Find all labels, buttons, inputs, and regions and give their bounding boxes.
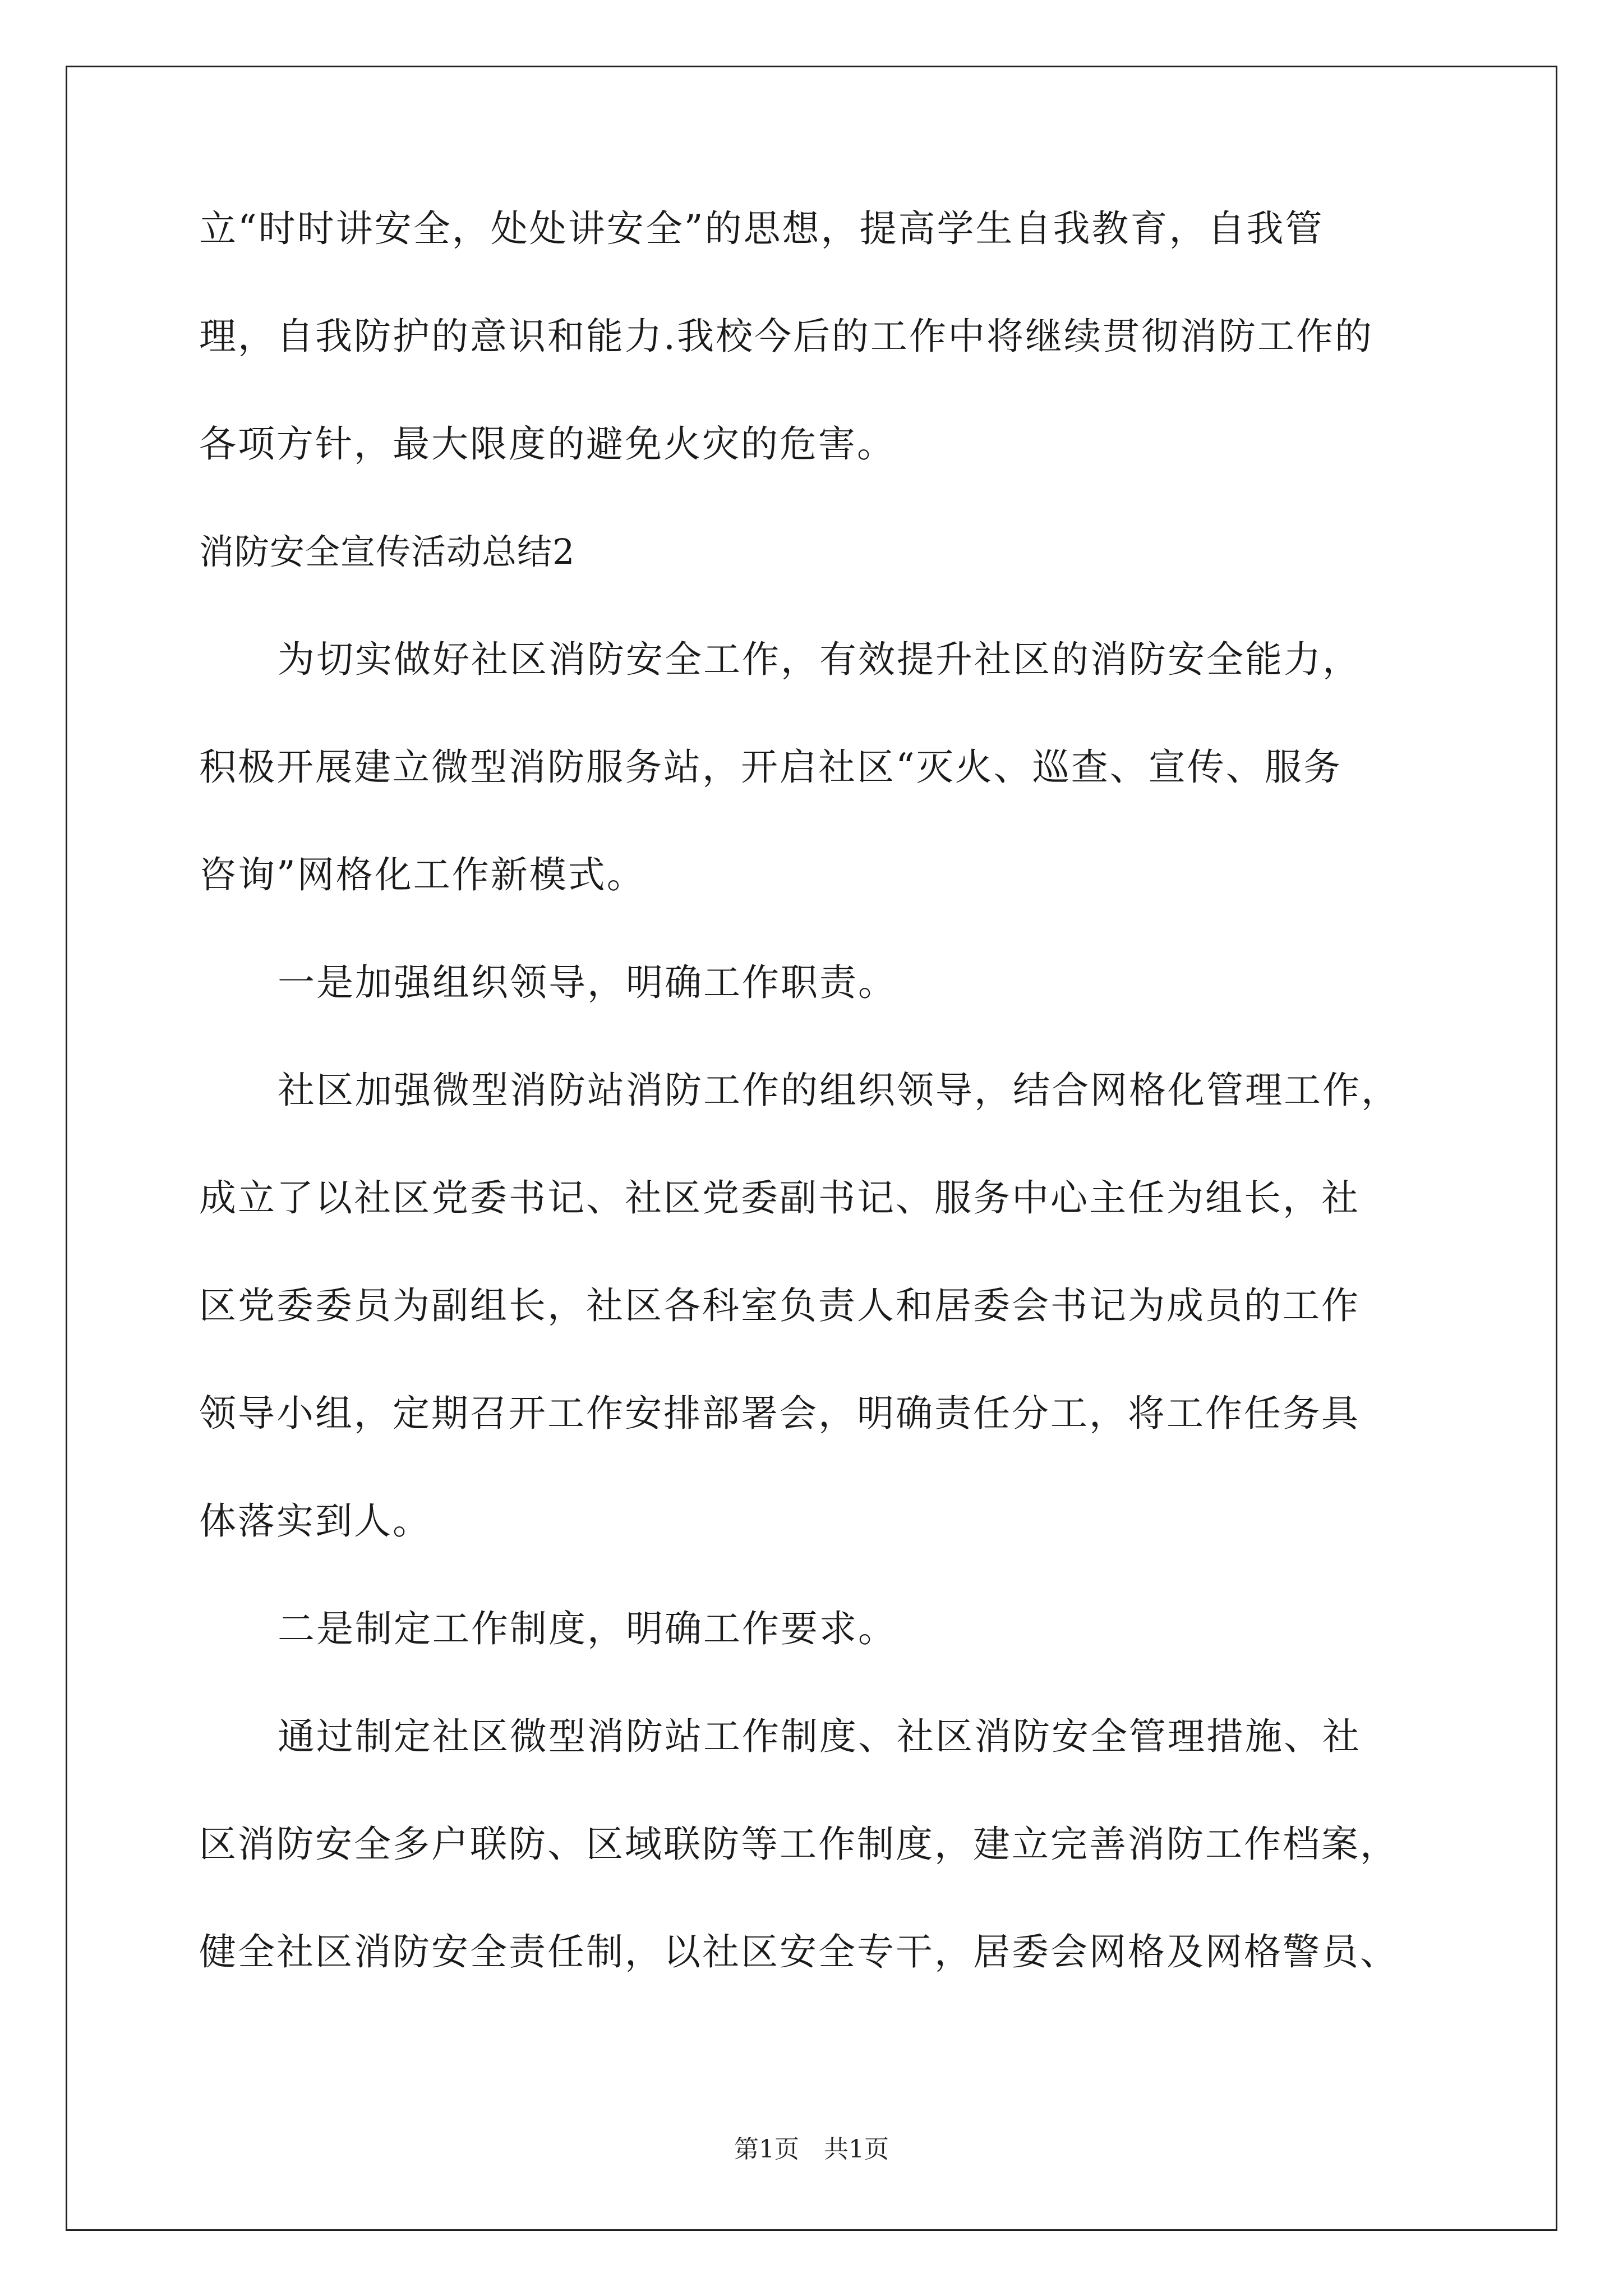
paragraph-line: 成立了以社区党委书记、社区党委副书记、服务中心主任为组长，社 — [199, 1176, 1360, 1220]
paragraph-line: 通过制定社区微型消防站工作制度、社区消防安全管理措施、社 — [278, 1715, 1361, 1758]
section-heading: 消防安全宣传活动总结2 — [199, 531, 575, 572]
paragraph-line: 各项方针，最大限度的避免火灾的危害。 — [199, 422, 896, 466]
subheading-line: 一是加强组织领导，明确工作职责。 — [278, 961, 897, 1004]
paragraph-line: 理，自我防护的意识和能力.我校今后的工作中将继续贯彻消防工作的 — [199, 315, 1373, 358]
document-body — [199, 202, 1433, 2033]
page-footer: 第1页 共1页 — [734, 2135, 889, 2164]
paragraph-line: 区消防安全多户联防、区域联防等工作制度，建立完善消防工作档案， — [199, 1823, 1399, 1866]
paragraph-line: 领导小组，定期召开工作安排部署会，明确责任分工，将工作任务具 — [199, 1392, 1360, 1435]
paragraph-line: 健全社区消防安全责任制，以社区安全专干，居委会网格及网格警员、 — [199, 1930, 1399, 1973]
paragraph-line: 社区加强微型消防站消防工作的组织领导，结合网格化管理工作， — [278, 1069, 1400, 1112]
paragraph-line: 为切实做好社区消防安全工作，有效提升社区的消防安全能力， — [278, 638, 1361, 681]
paragraph-line: 体落实到人。 — [199, 1499, 431, 1543]
paragraph-line: 咨询”网格化工作新模式。 — [199, 853, 645, 896]
paragraph-line: 立“时时讲安全，处处讲安全”的思想，提高学生自我教育，自我管 — [199, 207, 1324, 250]
subheading-line: 二是制定工作制度，明确工作要求。 — [278, 1607, 897, 1650]
paragraph-line: 积极开展建立微型消防服务站，开启社区“灭火、巡查、宣传、服务 — [199, 746, 1342, 789]
paragraph-line: 区党委委员为副组长，社区各科室负责人和居委会书记为成员的工作 — [199, 1284, 1360, 1327]
